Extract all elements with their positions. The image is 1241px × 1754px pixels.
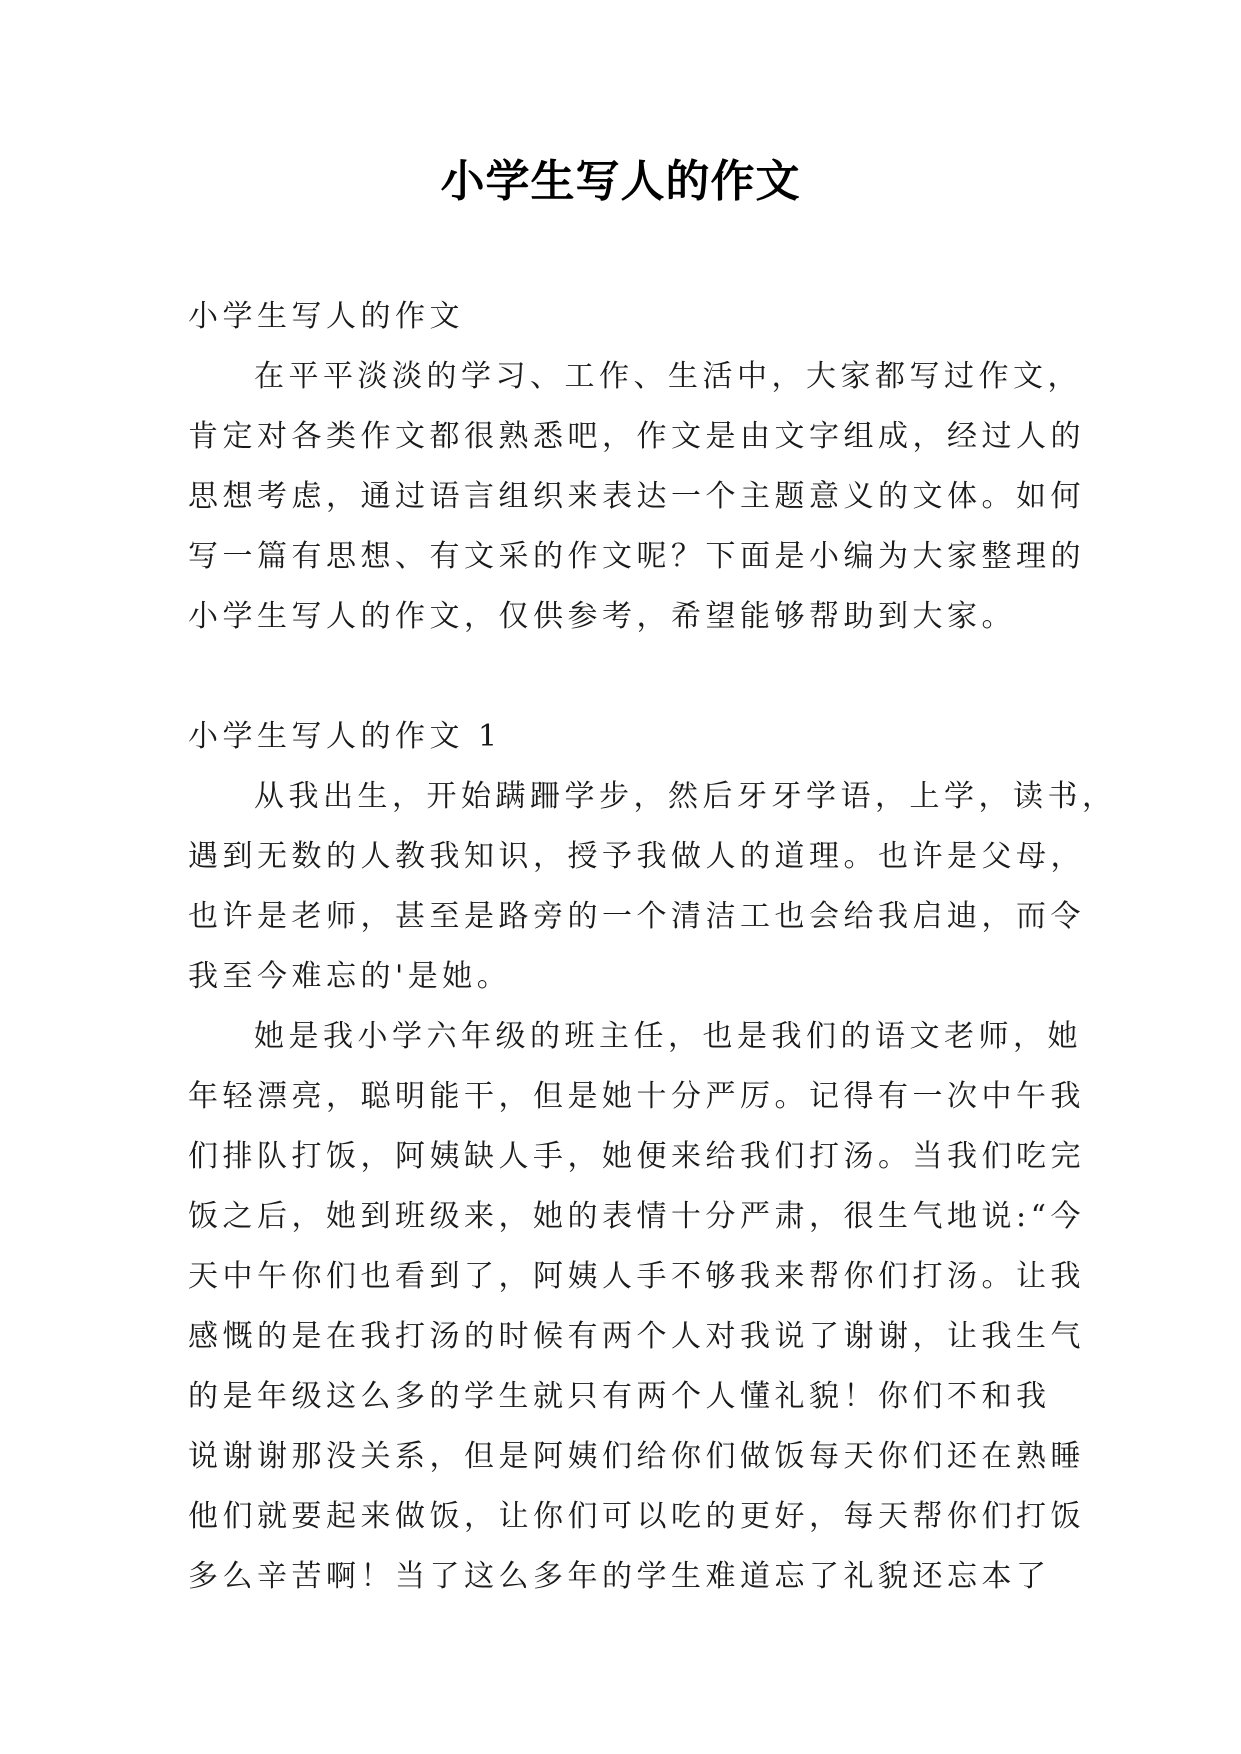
section1-para2-line: 饭之后，她到班级来，她的表情十分严肃，很生气地说:“今 [188, 1199, 1085, 1234]
intro-line: 写一篇有思想、有文采的作文呢？下面是小编为大家整理的 [188, 539, 1085, 574]
intro-line: 肯定对各类作文都很熟悉吧，作文是由文字组成，经过人的 [188, 419, 1085, 454]
document-body [188, 287, 1117, 1607]
section1-para1-line: 也许是老师，甚至是路旁的一个清洁工也会给我启迪，而令 [188, 899, 1085, 934]
intro-line: 思想考虑，通过语言组织来表达一个主题意义的文体。如何 [188, 479, 1085, 514]
intro-heading: 小学生写人的作文 [188, 299, 464, 334]
document-title: 小学生写人的作文 [440, 156, 801, 207]
section1-para2-line: 多么辛苦啊！当了这么多年的学生难道忘了礼貌还忘本了 [188, 1559, 1051, 1594]
section1-para2-line: 感慨的是在我打汤的时候有两个人对我说了谢谢，让我生气 [188, 1319, 1085, 1354]
paragraph-gap [188, 647, 1068, 707]
section1-para2-line: 他们就要起来做饭，让你们可以吃的更好，每天帮你们打饭 [188, 1499, 1085, 1534]
section1-para2-line: 们排队打饭，阿姨缺人手，她便来给我们打汤。当我们吃完 [188, 1139, 1085, 1174]
section1-heading: 小学生写人的作文 1 [188, 719, 502, 754]
section1-para2-line: 年轻漂亮，聪明能干，但是她十分严厉。记得有一次中午我 [188, 1079, 1085, 1114]
intro-line: 在平平淡淡的学习、工作、生活中，大家都写过作文， [254, 359, 1082, 394]
section1-para1-line: 我至今难忘的'是她。 [188, 959, 512, 994]
section1-para2-line: 的是年级这么多的学生就只有两个人懂礼貌！你们不和我 [188, 1379, 1051, 1414]
section1-para1-line: 遇到无数的人教我知识，授予我做人的道理。也许是父母， [188, 839, 1085, 874]
section1-para2-line: 天中午你们也看到了，阿姨人手不够我来帮你们打汤。让我 [188, 1259, 1085, 1294]
section1-para2-line: 说谢谢那没关系，但是阿姨们给你们做饭每天你们还在熟睡 [188, 1439, 1085, 1474]
intro-line: 小学生写人的作文，仅供参考，希望能够帮助到大家。 [188, 599, 1016, 634]
section1-para1-line: 从我出生，开始蹒跚学步，然后牙牙学语，上学，读书， [254, 779, 1117, 814]
section1-para2-line: 她是我小学六年级的班主任，也是我们的语文老师，她 [254, 1019, 1082, 1054]
